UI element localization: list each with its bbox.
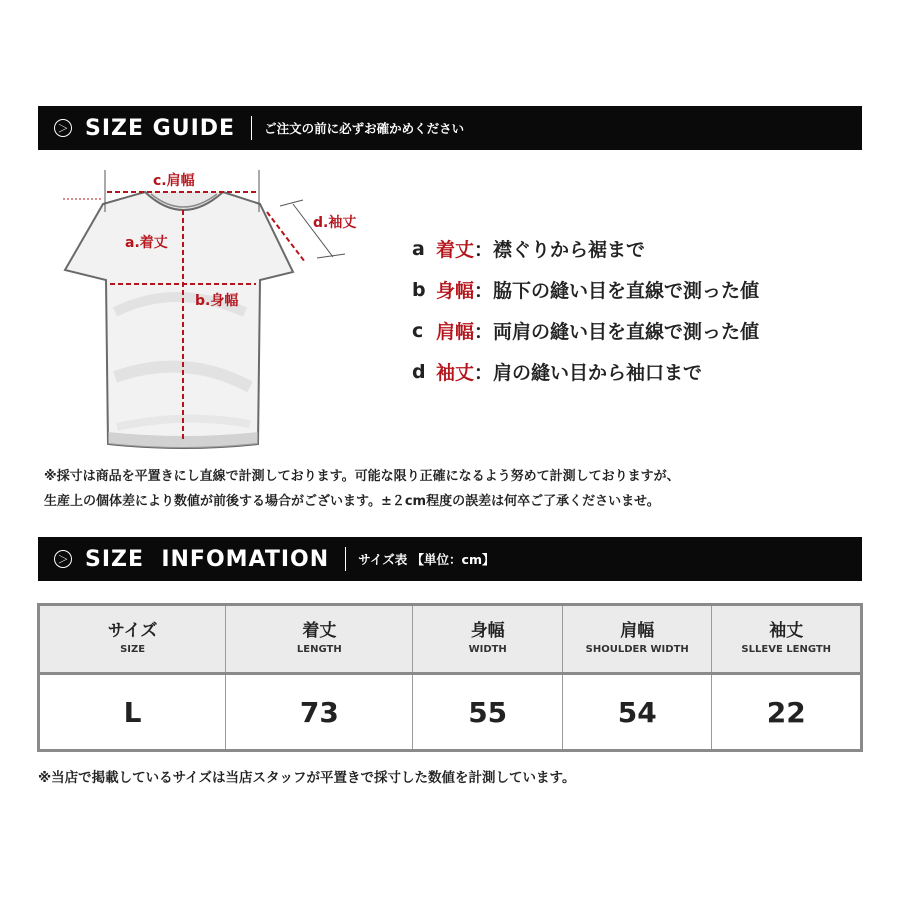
- cell-shoulder: 54: [562, 674, 712, 751]
- chevron-right-icon: ＞: [54, 119, 72, 137]
- label-c: c.肩幅: [153, 173, 195, 189]
- cell-width: 55: [413, 674, 562, 751]
- size-guide-title: SIZE GUIDE: [85, 115, 236, 141]
- size-table: [37, 603, 863, 752]
- cell-sleeve: 22: [712, 674, 862, 751]
- size-info-title: SIZE INFOMATION: [85, 546, 330, 572]
- header-size: サイズ SIZE: [39, 605, 226, 674]
- staff-measure-note: ※当店で掲載しているサイズは当店スタッフが平置きで採寸した数値を計測しています。: [38, 770, 576, 786]
- size-info-subtitle: サイズ表 【単位：cm】: [358, 552, 495, 567]
- cell-length: 73: [226, 674, 413, 751]
- measurement-note: ※採寸は商品を平置きにし直線で計測しております。可能な限り正確になるよう努めて計測しておりますが、 生産上の個体差により数値が前後する場合がございます。±２cm程度の誤差は何卒ご了承くださいませ。: [44, 469, 680, 509]
- label-a: a.着丈: [125, 235, 168, 251]
- legend-item-d: d 袖丈 ：肩の縫い目から袖口まで: [412, 360, 703, 384]
- legend-item-b: b 身幅 ：脇下の縫い目を直線で測った値: [412, 278, 760, 302]
- label-d: d.袖丈: [313, 215, 357, 231]
- size-guide-header: [38, 106, 862, 150]
- measurement-legend: [412, 228, 759, 392]
- size-guide-subtitle: ご注文の前に必ずお確かめください: [264, 121, 465, 136]
- header-width: 身幅 WIDTH: [413, 605, 562, 674]
- cell-size: L: [39, 674, 226, 751]
- header-sleeve: 袖丈 SLLEVE LENGTH: [712, 605, 862, 674]
- tshirt-shape: [65, 192, 293, 448]
- tshirt-diagram: [55, 162, 375, 452]
- size-info-header: [38, 537, 862, 581]
- chevron-right-icon: ＞: [54, 550, 72, 568]
- header-divider: [251, 116, 252, 140]
- header-shoulder: 肩幅 SHOULDER WIDTH: [562, 605, 712, 674]
- header-length: 着丈 LENGTH: [226, 605, 413, 674]
- table-row: [39, 674, 862, 751]
- header-divider: [345, 547, 346, 571]
- legend-item-c: c 肩幅 ：両肩の縫い目を直線で測った値: [412, 319, 760, 343]
- table-header-row: [39, 605, 862, 674]
- legend-item-a: a 着丈 ：襟ぐりから裾まで: [412, 237, 646, 261]
- label-b: b.身幅: [195, 293, 239, 309]
